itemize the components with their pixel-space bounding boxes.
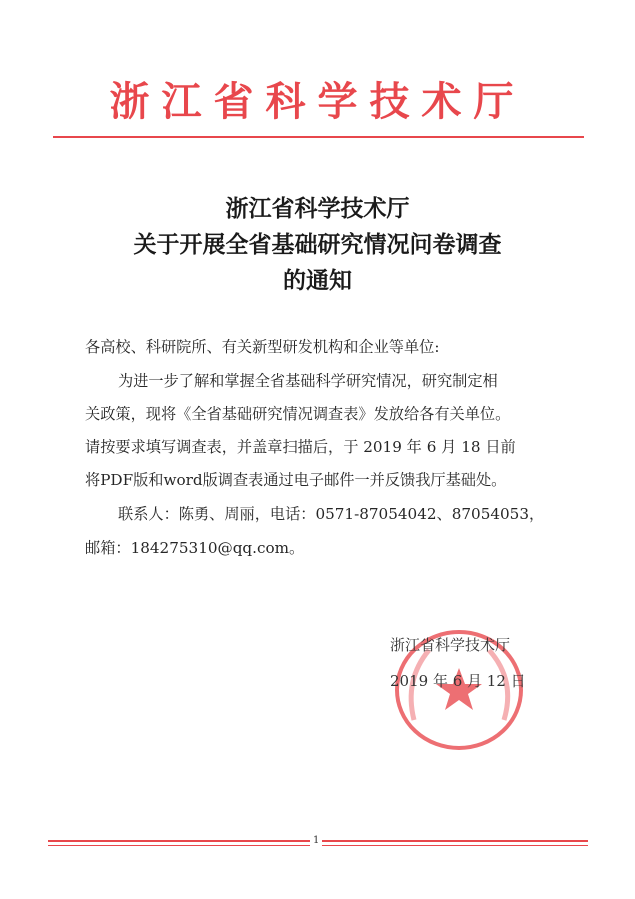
page-number: 1 [310,835,322,846]
body-paragraph-2-line-1: 联系人：陈勇、周丽，电话：0571-87054042、87054053， [118,505,545,523]
body-paragraph-1-line-4: 将PDF版和word版调查表通过电子邮件一并反馈我厅基础处。 [85,471,507,489]
body-paragraph-1-line-3: 请按要求填写调查表，并盖章扫描后，于 2019 年 6 月 18 日前 [85,438,516,456]
signature-date: 2019 年 6 月 12 日 [390,672,526,690]
salutation: 各高校、科研院所、有关新型研发机构和企业等单位: [85,338,440,356]
header-red-rule [53,136,584,138]
doc-title-line-2: 关于开展全省基础研究情况问卷调查 [133,231,502,258]
doc-title-line-1: 浙江省科学技术厅 [225,195,410,222]
body-paragraph-1-line-1: 为进一步了解和掌握全省基础科学研究情况，研究制定相 [118,372,498,390]
doc-title-line-3: 的通知 [283,267,352,294]
header-org-title: 浙江省科学技术厅 [109,78,526,125]
body-paragraph-1-line-2: 关政策，现将《全省基础研究情况调查表》发放给各有关单位。 [85,405,511,423]
signature-org: 浙江省科学技术厅 [390,636,511,654]
body-paragraph-2-line-2: 邮箱：184275310@qq.com。 [85,539,305,557]
